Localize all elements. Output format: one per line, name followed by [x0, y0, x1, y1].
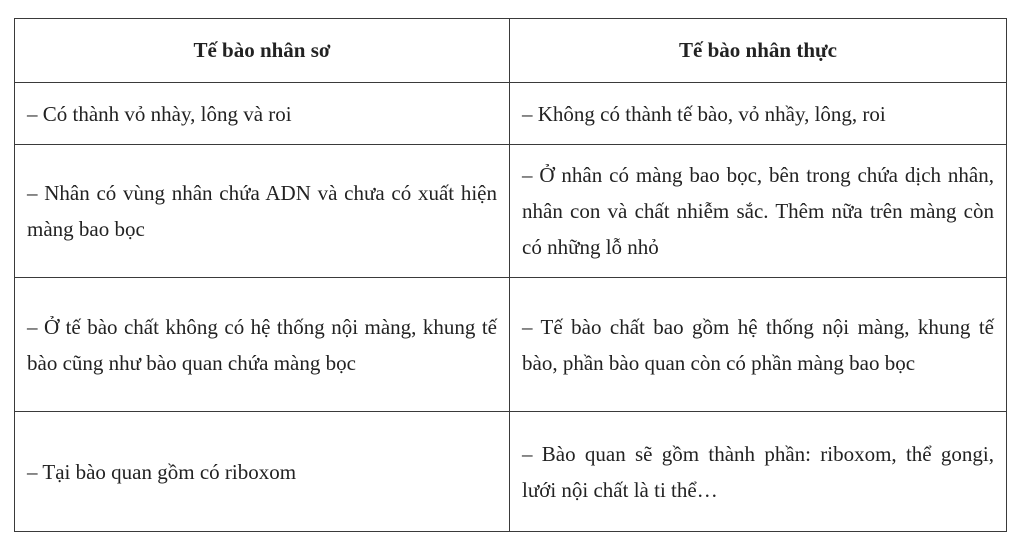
cell-eukaryotic: – Bào quan sẽ gồm thành phần: riboxom, thể gongi, lưới nội chất là ti thể… [510, 412, 1007, 532]
comparison-table [14, 18, 1007, 532]
cell-prokaryotic: – Tại bào quan gồm có riboxom [15, 412, 510, 532]
table-row [15, 278, 1007, 412]
table-row [15, 412, 1007, 532]
cell-prokaryotic: – Ở tế bào chất không có hệ thống nội màng, khung tế bào cũng như bào quan chứa màng bọc [15, 278, 510, 412]
cell-prokaryotic: – Có thành vỏ nhày, lông và roi [15, 83, 510, 145]
cell-eukaryotic: – Tế bào chất bao gồm hệ thống nội màng, khung tế bào, phần bào quan còn có phần màng bao bọc [510, 278, 1007, 412]
cell-eukaryotic: – Không có thành tế bào, vỏ nhầy, lông, roi [510, 83, 1007, 145]
table-row [15, 145, 1007, 278]
table-header-row [15, 19, 1007, 83]
cell-prokaryotic: – Nhân có vùng nhân chứa ADN và chưa có xuất hiện màng bao bọc [15, 145, 510, 278]
header-eukaryotic: Tế bào nhân thực [510, 19, 1007, 83]
cell-eukaryotic: – Ở nhân có màng bao bọc, bên trong chứa dịch nhân, nhân con và chất nhiễm sắc. Thêm nữa trên màng còn có những lỗ nhỏ [510, 145, 1007, 278]
header-prokaryotic: Tế bào nhân sơ [15, 19, 510, 83]
table-row [15, 83, 1007, 145]
